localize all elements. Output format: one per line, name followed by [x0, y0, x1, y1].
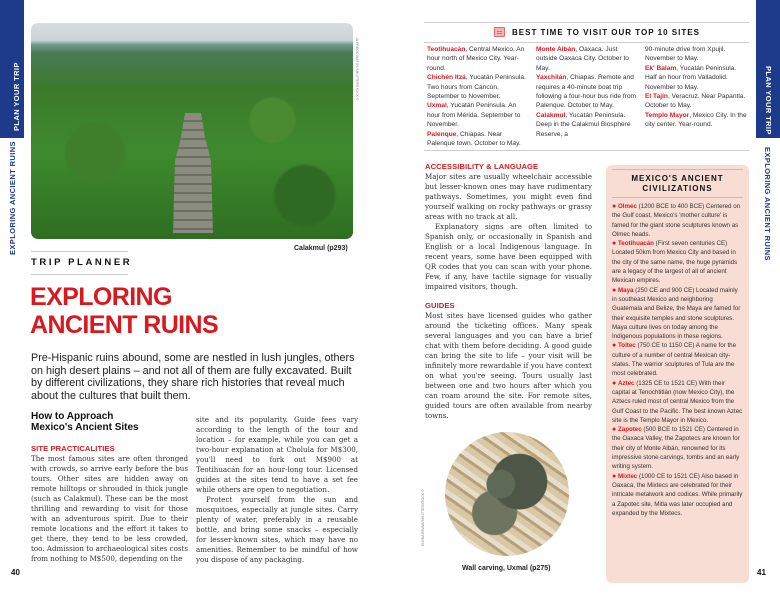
title-line2: CIVILIZATIONS: [642, 184, 713, 193]
hero-photo-credit: ALFREDO MATUS/SHUTTERSTOCK ©: [355, 38, 359, 101]
page-number: 41: [757, 568, 766, 577]
carving-photo-credit: ELENA BRAVA/SHUTTERSTOCK ©: [421, 489, 425, 546]
bullet-icon: ●: [612, 203, 617, 210]
pyramid-shape: [173, 113, 213, 233]
best-time-header: [494, 27, 700, 37]
civilization-item: [612, 239, 743, 285]
paragraph: Most sites have licensed guides who gather around the ticketing offices. Many speak several languages and you can have a brief chat with them before deciding. A good guide can bring the site to life – your visit will be infinitely more rewardable if you have context on what you're seeing. Tours usually last between one and two hours after which you can roam around the site. For remote sites, guided tours are often available from nearby towns.: [425, 311, 592, 420]
site-info: , Chiapas. Remote and requires a 40-minute boat trip following a four-hour bus ride from Palenque. October to May.: [536, 74, 637, 110]
wall-carving-photo: [445, 432, 569, 556]
chapter-tab-right[interactable]: [756, 143, 780, 263]
kicker: TRIP PLANNER: [31, 257, 133, 268]
hero-photo-calakmul: [31, 23, 353, 239]
paragraph: The most famous sites are often thronged with crowds, so arrive early before the bus tours. Other sites are hidden away on remote hilltops or shrouded in thick jungle (such as Calakmul). These can be the most thrilling and rewarding to visit for those with an adventurous spirit. Due to their remote locations and the effort it takes to get there, they tend to be less crowded, too. Admission to archaeological sites costs from nothing to M$500, depending on the: [31, 454, 188, 563]
site-name: Uxmal: [427, 102, 447, 110]
site-entry: [536, 45, 638, 73]
civilization-name: Mixtec: [617, 472, 638, 480]
site-entry: [645, 45, 747, 64]
civilization-text: (First seven centuries CE) Located 50km from Mexico City and based in the city of the same name, the huge pyramids are a legacy of the largest of all of ancient Mexican empires.: [612, 240, 738, 285]
civilization-item: [612, 379, 743, 425]
site-info: , Chiapas. Near Palenque town. October to May.: [427, 130, 521, 148]
page-title-line1: EXPLORING: [30, 283, 172, 311]
bullet-icon: ●: [612, 286, 617, 294]
site-entry: [427, 45, 529, 73]
bullet-icon: ●: [612, 342, 617, 350]
civilization-name: Olmec: [617, 203, 637, 210]
carving-photo-caption: Wall carving, Uxmal (p275): [462, 565, 551, 572]
best-time-column: [645, 45, 747, 148]
page-number: 40: [11, 568, 20, 577]
best-time-title: BEST TIME TO VISIT OUR TOP 10 SITES: [512, 27, 700, 37]
bullet-icon: ●: [612, 379, 617, 387]
civilization-name: Zapotec: [617, 426, 642, 434]
bullet-icon: ●: [612, 472, 617, 480]
section-tab[interactable]: [0, 0, 24, 138]
section-tab-right[interactable]: [756, 0, 780, 138]
civilizations-list: [612, 198, 743, 518]
site-entry: [427, 130, 529, 149]
site-entry: [536, 73, 638, 111]
body-text: [425, 172, 592, 292]
divider: [424, 150, 749, 151]
divider: [424, 22, 749, 23]
site-name: Teotihuacán: [427, 46, 466, 53]
page-title-line2: ANCIENT RUINS: [30, 311, 219, 339]
calendar-icon: [494, 27, 505, 37]
site-name: Monte Albán: [536, 46, 576, 53]
column-site-practicalities-cont: [196, 415, 358, 565]
best-time-column: [536, 45, 638, 148]
site-info: , Mexico City. In the city center. Year-round.: [645, 111, 747, 129]
paragraph: Protect yourself from the sun and mosquitoes, especially at jungle sites. Carry plenty of water, preferably in a reusable bottle, and bring some snacks – especially for lesser-known sites, which may have no amenities. Remember to be mindful of how you dispose of any packaging.: [196, 495, 358, 564]
civilization-text: (1000 CE to 1521 CE) Also based in Oaxaca, the Mixtecs are celebrated for their intricate metalwork and codices. While primarily a Zapotec site, Mitla was later occupied and expanded by the Mixtecs.: [612, 472, 743, 517]
civilization-name: Maya: [617, 286, 634, 294]
divider: [31, 274, 128, 275]
site-entry: [427, 101, 529, 129]
civilization-text: (1325 CE to 1521 CE) With their capital at Tenochtitlán (now Mexico City), the Aztecs ruled most of central Mexico from the Gulf Coast to the Pacific. The best known Aztec site is the Templo Mayor in Mexico.: [612, 379, 743, 424]
section-heading: SITE PRACTICALITIES: [31, 444, 115, 453]
section-heading: GUIDES: [425, 301, 455, 310]
intro-paragraph: Pre-Hispanic ruins abound, some are nestled in lush jungles, others on high desert plains – and not all of them are fully excavated. Built by different civilizations, they share rich histories that reveal much about the cultures that built them.: [31, 352, 355, 402]
civilization-text: (500 BCE to 1521 CE) Centered in the Oaxaca Valley, the Zapotecs are known for their city of Monte Albán, renowned for its impressive stone carvings, tombs and an early writing system.: [612, 426, 740, 471]
site-entry: [645, 92, 747, 111]
civilization-text: (750 CE to 1150 CE) A name for the culture of a number of central Mexican city-states. The warrior sculptures of Tula are the most celebrated.: [612, 342, 737, 378]
site-name: Calakmul: [536, 111, 566, 119]
site-entry: [645, 111, 747, 130]
paragraph: Major sites are usually wheelchair accessible but lesser-known ones may have rudimentary pathways. Sometimes, you might even find yourself walking on rocky pathways or grassy areas with no track at all.: [425, 172, 592, 221]
site-name: Templo Mayor: [645, 111, 690, 119]
paragraph: Explanatory signs are often limited to Spanish only, or occasionally in Spanish and English or a local Indigenous language. In recent years, some have been equipped with QR codes that you can scan with your phone. Few, if any, have tactile signage for visually impaired visitors, though.: [425, 222, 592, 291]
paragraph: site and its popularity. Guide fees vary according to the length of the tour and location – for example, while you can get a two-hour explanation at Cholula for M$300, you'll need to fork out M$900 at Teotihuacán for an hour-long tour. Licensed guides at the sites tend to have a set fee while others are open to negotiation.: [196, 415, 358, 494]
chapter-tab[interactable]: [0, 143, 24, 263]
site-info: , Veracruz. Near Papantla. October to May.: [645, 93, 746, 110]
subhead-line2: Mexico's Ancient Sites: [31, 422, 139, 433]
site-name: El Tajín: [645, 93, 668, 101]
site-name: Palenque: [427, 130, 457, 138]
site-info: , Yucatán Peninsula. Half an hour from Valladolid. November to May.: [645, 64, 737, 91]
site-info: , Central Mexico. An hour north of Mexico City. Year-round.: [427, 46, 525, 72]
hero-photo-caption: Calakmul (p293): [294, 245, 348, 252]
site-name: Chichén Itzá: [427, 74, 466, 82]
site-entry: [427, 73, 529, 101]
site-entry: [536, 111, 638, 139]
site-name: Ek' Balam: [645, 64, 677, 72]
site-info: , Yucatán Peninsula. An hour from Mérida. September to November.: [427, 102, 521, 129]
civilization-text: (1200 BCE to 400 BCE) Centered on the Gulf coast, Mexico's 'mother culture' is famed for the giant stone sculptures known as Olmec heads.: [612, 203, 741, 238]
divider: [424, 42, 749, 43]
bullet-icon: ●: [612, 426, 617, 434]
civilizations-title: [612, 170, 743, 197]
civilizations-sidebar: [606, 165, 749, 583]
chapter-tab-label: EXPLORING ANCIENT RUINS: [8, 141, 17, 255]
section-tab-label: PLAN YOUR TRIP: [12, 62, 21, 131]
civilization-item: [612, 286, 743, 342]
civilization-name: Aztec: [617, 379, 635, 387]
civilization-text: (250 CE and 900 CE) Located mainly in southeast Mexico and neighboring Guatemala and Belize, the Maya are famed for their exquisite temples and stone sculptures. Maya culture lives on today among the Indigenous populations in these regions.: [612, 286, 741, 341]
site-info: , Oaxaca. Just outside Oaxaca City. October to May.: [536, 46, 629, 72]
page-title: [30, 283, 218, 339]
best-time-column: [427, 45, 529, 148]
bullet-icon: ●: [612, 240, 617, 248]
civilization-name: Teotihuacán: [617, 240, 654, 248]
column-site-practicalities: [31, 444, 188, 564]
site-info: , Yucatán Peninsula. Two hours from Cancún. September to November.: [427, 74, 526, 101]
civilization-item: [612, 472, 743, 518]
title-line1: MEXICO'S ANCIENT: [631, 174, 724, 183]
civilization-item: [612, 341, 743, 378]
body-text: [31, 454, 188, 564]
civilization-name: Toltec: [617, 342, 636, 350]
site-info: 90-minute drive from Xpujil. November to May.: [645, 46, 726, 63]
divider: [31, 251, 128, 252]
body-text: [425, 311, 592, 421]
section-subhead: [31, 411, 139, 433]
civilization-item: [612, 425, 743, 471]
column-accessibility-guides: [425, 162, 592, 421]
subhead-line1: How to Approach: [31, 411, 114, 422]
site-name: Yaxchilán: [536, 74, 567, 82]
site-info: , Yucatán Peninsula. Deep in the Calakmul Biosphere Reserve, a: [536, 111, 631, 138]
best-time-list: [427, 45, 747, 148]
site-entry: [645, 64, 747, 92]
chapter-tab-label: EXPLORING ANCIENT RUINS: [763, 147, 772, 261]
section-tab-label: PLAN YOUR TRIP: [764, 66, 773, 135]
section-heading: ACCESSIBILITY & LANGUAGE: [425, 162, 539, 171]
civilization-item: [612, 202, 743, 239]
